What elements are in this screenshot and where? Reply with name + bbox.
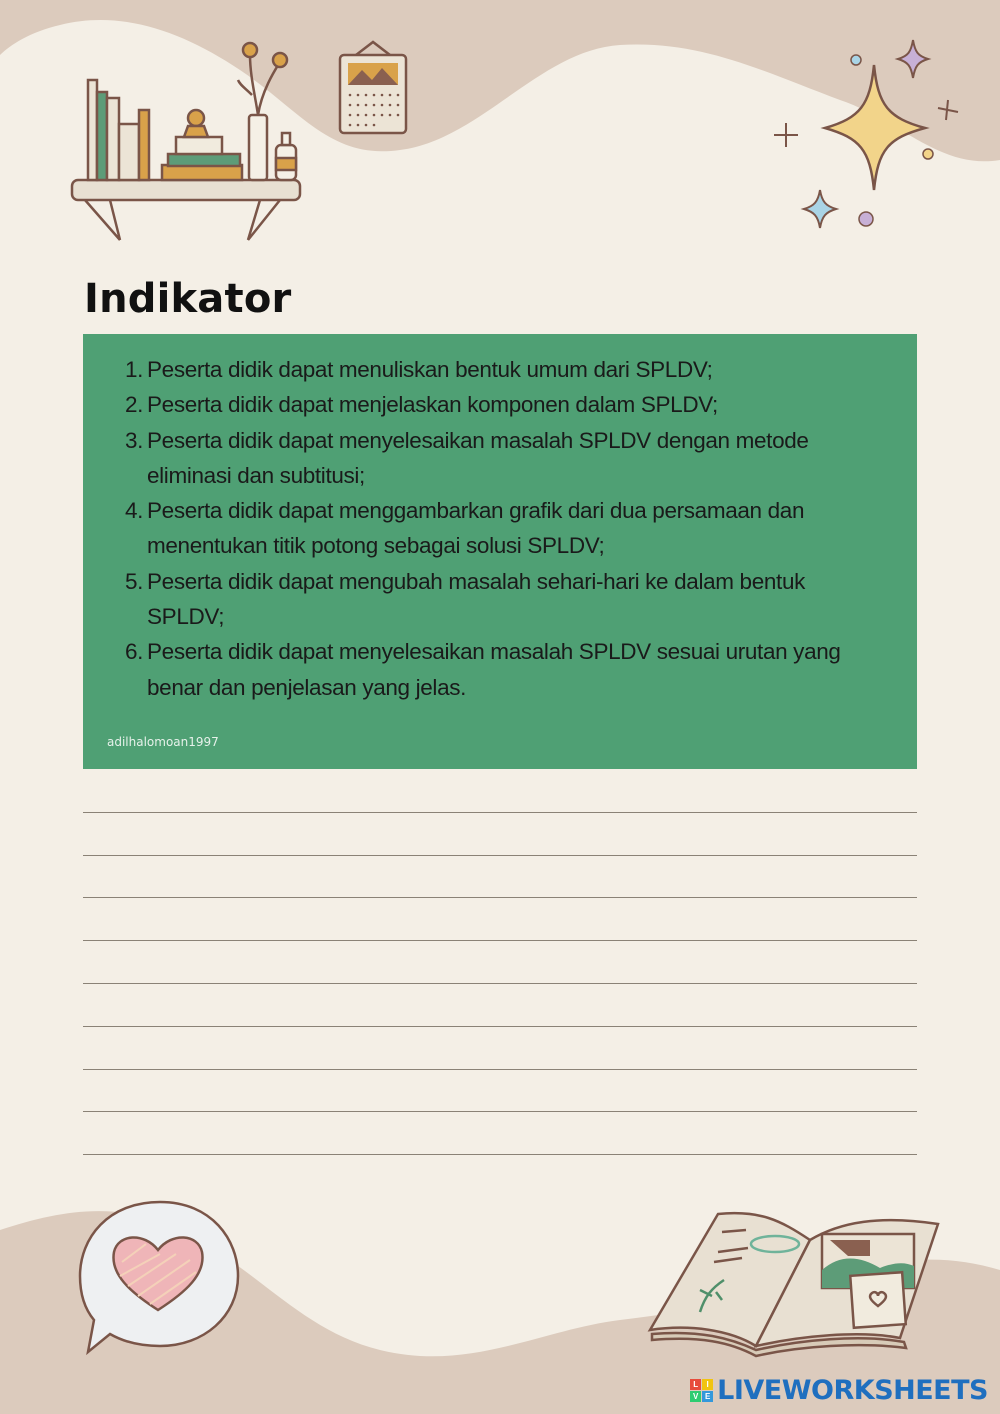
writing-line <box>83 941 917 984</box>
writing-line <box>83 1070 917 1113</box>
item-text: Peserta didik dapat menyelesaikan masalah SPLDV sesuai urutan yang benar dan penjelasan yang jelas. <box>147 639 841 700</box>
item-text: Peserta didik dapat menjelaskan komponen dalam SPLDV; <box>147 392 718 418</box>
author-watermark: adilhalomoan1997 <box>107 735 219 749</box>
indicator-list <box>125 352 887 705</box>
list-item <box>125 387 887 422</box>
open-book-icon <box>650 1213 938 1356</box>
list-item <box>125 423 887 494</box>
logo-mark-icon: L I V E <box>690 1379 713 1402</box>
item-number: 1. <box>125 357 144 382</box>
logo-text: LIVEWORKSHEETS <box>717 1375 988 1406</box>
item-number: 2. <box>125 392 144 418</box>
writing-line <box>83 1112 917 1155</box>
list-item <box>125 564 887 635</box>
writing-line <box>83 813 917 856</box>
calendar-icon <box>340 42 406 133</box>
liveworksheets-logo <box>690 1375 988 1406</box>
item-text: Peserta didik dapat menyelesaikan masalah SPLDV dengan metode eliminasi dan subtitusi; <box>147 427 809 488</box>
item-number: 3. <box>125 427 144 453</box>
page-title: Indikator <box>84 276 292 322</box>
item-number: 4. <box>125 498 144 524</box>
writing-line <box>83 1027 917 1070</box>
writing-line <box>83 984 917 1027</box>
item-text: Peserta didik dapat mengubah masalah sehari-hari ke dalam bentuk SPLDV; <box>147 568 806 630</box>
writing-line <box>83 898 917 941</box>
indicator-box <box>83 334 917 769</box>
item-number: 6. <box>125 639 144 665</box>
list-item <box>125 493 887 564</box>
writing-line <box>83 770 917 813</box>
item-number: 5. <box>125 568 144 594</box>
writing-line <box>83 856 917 899</box>
item-text: Peserta didik dapat menuliskan bentuk umum dari SPLDV; <box>147 357 713 382</box>
writing-lines <box>83 770 917 1155</box>
list-item <box>125 352 887 387</box>
list-item <box>125 634 887 705</box>
item-text: Peserta didik dapat menggambarkan grafik dari dua persamaan dan menentukan titik potong sebagai solusi SPLDV; <box>147 498 805 559</box>
